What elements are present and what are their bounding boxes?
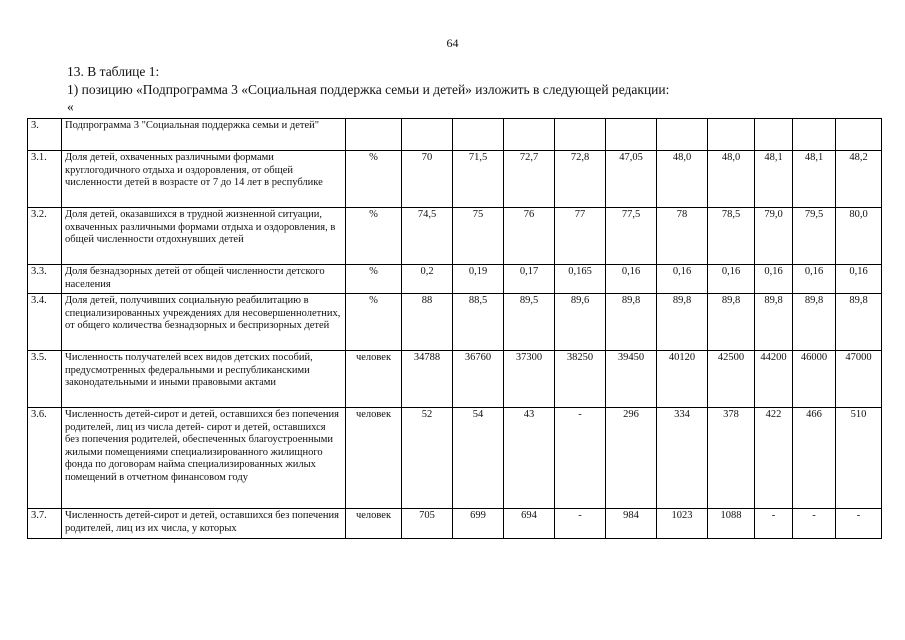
unit-cell: человек bbox=[346, 408, 402, 509]
indicator-name: Подпрограмма 3 "Социальная поддержка семьи и детей" bbox=[62, 119, 346, 151]
value-cell: - bbox=[555, 509, 606, 539]
section-heading: 13. В таблице 1: bbox=[67, 64, 160, 79]
table-body bbox=[28, 119, 882, 539]
value-cell: 89,8 bbox=[606, 294, 657, 351]
value-cell: 72,8 bbox=[555, 151, 606, 208]
value-cell: 422 bbox=[755, 408, 793, 509]
value-cell: 48,0 bbox=[657, 151, 708, 208]
value-cell: 34788 bbox=[402, 351, 453, 408]
table-row bbox=[28, 119, 882, 151]
value-cell: 54 bbox=[453, 408, 504, 509]
opening-quote: « bbox=[67, 99, 74, 114]
value-cell: 1023 bbox=[657, 509, 708, 539]
value-cell: 38250 bbox=[555, 351, 606, 408]
table-row bbox=[28, 208, 882, 265]
value-cell: - bbox=[555, 408, 606, 509]
indicator-name: Доля детей, охваченных различными формами круглогодичного отдыха и оздоровления, от общей численности детей в возрасте от 7 до 14 лет в республике bbox=[62, 151, 346, 208]
value-cell: 79,5 bbox=[793, 208, 836, 265]
unit-cell: % bbox=[346, 265, 402, 294]
value-cell bbox=[402, 119, 453, 151]
unit-cell: % bbox=[346, 208, 402, 265]
value-cell: 0,2 bbox=[402, 265, 453, 294]
table-row bbox=[28, 351, 882, 408]
value-cell: 88 bbox=[402, 294, 453, 351]
value-cell: 705 bbox=[402, 509, 453, 539]
value-cell: 510 bbox=[836, 408, 882, 509]
value-cell: 699 bbox=[453, 509, 504, 539]
value-cell: 0,19 bbox=[453, 265, 504, 294]
value-cell: 72,7 bbox=[504, 151, 555, 208]
value-cell: 0,16 bbox=[606, 265, 657, 294]
value-cell: 70 bbox=[402, 151, 453, 208]
value-cell: 89,8 bbox=[708, 294, 755, 351]
row-number: 3.3. bbox=[28, 265, 62, 294]
value-cell: 52 bbox=[402, 408, 453, 509]
indicator-name: Численность детей-сирот и детей, оставшихся без попечения родителей, лиц из числа детей- сирот и детей, оставшихся без попечения родителей, обеспеченных благоустроенными жилыми помещениями специализированного жилищного фонда по договорам найма специализированных жилых помещений в отчетном финансовом году bbox=[62, 408, 346, 509]
value-cell: 88,5 bbox=[453, 294, 504, 351]
value-cell bbox=[708, 119, 755, 151]
row-number: 3.2. bbox=[28, 208, 62, 265]
row-number: 3.5. bbox=[28, 351, 62, 408]
indicator-name: Численность детей-сирот и детей, оставшихся без попечения родителей, лиц из их числа, у которых bbox=[62, 509, 346, 539]
value-cell: 0,16 bbox=[793, 265, 836, 294]
value-cell: 71,5 bbox=[453, 151, 504, 208]
value-cell: 78 bbox=[657, 208, 708, 265]
value-cell: 79,0 bbox=[755, 208, 793, 265]
unit-cell: человек bbox=[346, 351, 402, 408]
value-cell: 0,16 bbox=[836, 265, 882, 294]
value-cell: 296 bbox=[606, 408, 657, 509]
table-row bbox=[28, 408, 882, 509]
value-cell: 378 bbox=[708, 408, 755, 509]
value-cell: - bbox=[836, 509, 882, 539]
value-cell: 0,165 bbox=[555, 265, 606, 294]
value-cell: 78,5 bbox=[708, 208, 755, 265]
value-cell: 466 bbox=[793, 408, 836, 509]
row-number: 3.1. bbox=[28, 151, 62, 208]
value-cell: 40120 bbox=[657, 351, 708, 408]
row-number: 3.7. bbox=[28, 509, 62, 539]
row-number: 3.4. bbox=[28, 294, 62, 351]
value-cell: 48,1 bbox=[755, 151, 793, 208]
value-cell: 0,16 bbox=[755, 265, 793, 294]
value-cell: - bbox=[755, 509, 793, 539]
value-cell: 89,8 bbox=[836, 294, 882, 351]
value-cell bbox=[606, 119, 657, 151]
value-cell: - bbox=[793, 509, 836, 539]
value-cell: 984 bbox=[606, 509, 657, 539]
unit-cell: % bbox=[346, 294, 402, 351]
amendment-instruction: 1) позицию «Подпрограмма 3 «Социальная поддержка семьи и детей» изложить в следующей редакции: bbox=[67, 82, 670, 97]
value-cell: 89,5 bbox=[504, 294, 555, 351]
row-number: 3.6. bbox=[28, 408, 62, 509]
value-cell: 0,16 bbox=[708, 265, 755, 294]
value-cell: 77,5 bbox=[606, 208, 657, 265]
value-cell: 47,05 bbox=[606, 151, 657, 208]
value-cell: 74,5 bbox=[402, 208, 453, 265]
table-row bbox=[28, 509, 882, 539]
value-cell bbox=[555, 119, 606, 151]
value-cell: 46000 bbox=[793, 351, 836, 408]
value-cell: 80,0 bbox=[836, 208, 882, 265]
value-cell: 0,16 bbox=[657, 265, 708, 294]
table-row bbox=[28, 294, 882, 351]
row-number: 3. bbox=[28, 119, 62, 151]
indicator-name: Численность получателей всех видов детских пособий, предусмотренных федеральными и республиканскими законодательными и иными правовыми актами bbox=[62, 351, 346, 408]
value-cell: 48,1 bbox=[793, 151, 836, 208]
value-cell: 89,8 bbox=[657, 294, 708, 351]
value-cell: 44200 bbox=[755, 351, 793, 408]
unit-cell: % bbox=[346, 151, 402, 208]
value-cell: 48,0 bbox=[708, 151, 755, 208]
value-cell bbox=[836, 119, 882, 151]
value-cell: 42500 bbox=[708, 351, 755, 408]
indicator-name: Доля детей, оказавшихся в трудной жизненной ситуации, охваченных различными формами отдыха и оздоровления, в общей численности отдохнувших детей bbox=[62, 208, 346, 265]
value-cell: 39450 bbox=[606, 351, 657, 408]
value-cell: 75 bbox=[453, 208, 504, 265]
unit-cell: человек bbox=[346, 509, 402, 539]
value-cell: 77 bbox=[555, 208, 606, 265]
value-cell: 89,6 bbox=[555, 294, 606, 351]
value-cell: 43 bbox=[504, 408, 555, 509]
value-cell: 89,8 bbox=[793, 294, 836, 351]
value-cell: 37300 bbox=[504, 351, 555, 408]
value-cell bbox=[755, 119, 793, 151]
value-cell: 0,17 bbox=[504, 265, 555, 294]
value-cell bbox=[657, 119, 708, 151]
value-cell: 36760 bbox=[453, 351, 504, 408]
value-cell bbox=[453, 119, 504, 151]
value-cell: 89,8 bbox=[755, 294, 793, 351]
value-cell: 48,2 bbox=[836, 151, 882, 208]
indicators-table bbox=[27, 118, 882, 539]
page-number: 64 bbox=[446, 36, 459, 50]
value-cell: 47000 bbox=[836, 351, 882, 408]
value-cell: 76 bbox=[504, 208, 555, 265]
unit-cell bbox=[346, 119, 402, 151]
table-row bbox=[28, 151, 882, 208]
indicator-name: Доля безнадзорных детей от общей численности детского населения bbox=[62, 265, 346, 294]
value-cell: 334 bbox=[657, 408, 708, 509]
value-cell: 1088 bbox=[708, 509, 755, 539]
value-cell bbox=[504, 119, 555, 151]
value-cell bbox=[793, 119, 836, 151]
value-cell: 694 bbox=[504, 509, 555, 539]
indicator-name: Доля детей, получивших социальную реабилитацию в специализированных учреждениях для несовершеннолетних, от общего количества безнадзорных и беспризорных детей bbox=[62, 294, 346, 351]
table-row bbox=[28, 265, 882, 294]
